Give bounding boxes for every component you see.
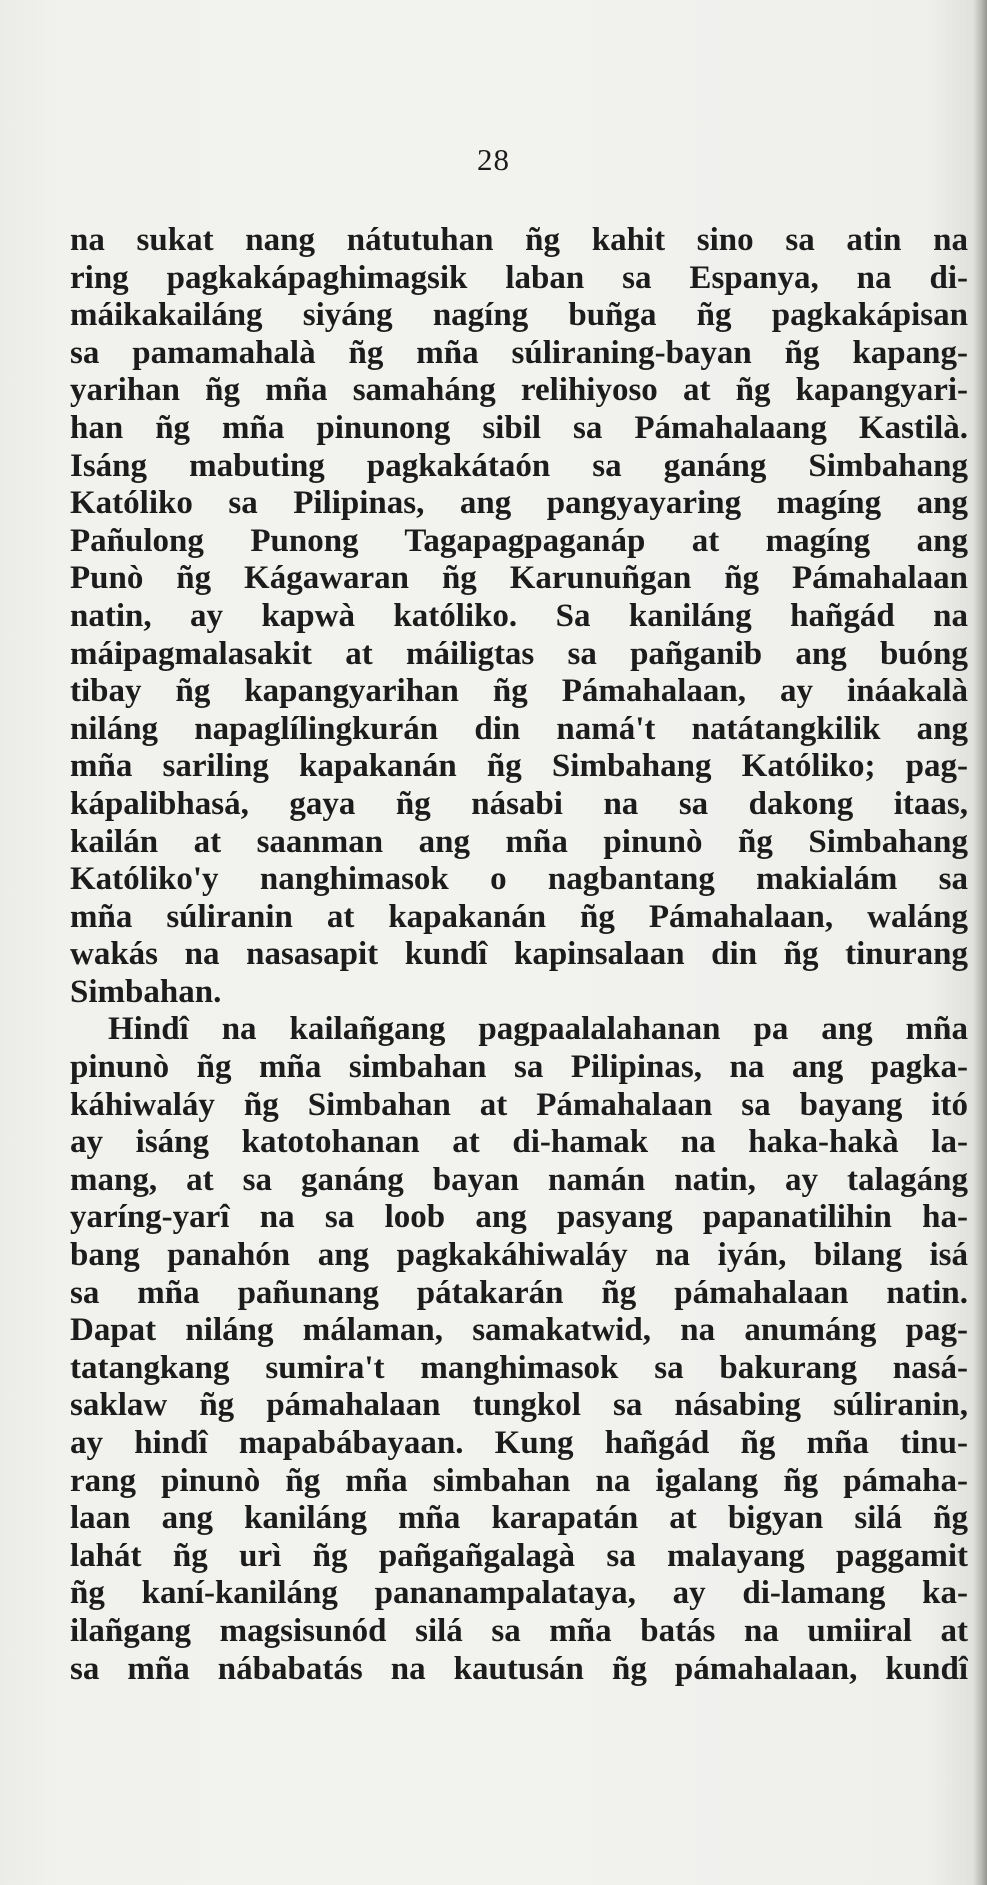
text-line: kailán at saanman ang mña pinunò ñg Simbahang <box>70 823 968 860</box>
text-line: laan ang kaniláng mña karapatán at bigyan silá ñg <box>70 1500 968 1537</box>
text-line: Punò ñg Kágawaran ñg Karunuñgan ñg Pámahalaan <box>70 560 968 597</box>
text-line: ilañgang magsisunód silá sa mña batás na umiiral at <box>70 1612 968 1649</box>
text-line: Isáng mabuting pagkakátaón sa ganáng Simbahang <box>70 447 968 484</box>
text-line: bang panahón ang pagkakáhiwaláy na iyán, bilang isá <box>70 1237 968 1274</box>
text-line: Katóliko sa Pilipinas, ang pangyayaring magíng ang <box>70 485 968 522</box>
text-line: yaríng-yarî na sa loob ang pasyang papanatilihin ha- <box>70 1199 968 1236</box>
text-line: ay hindî mapabábayaan. Kung hañgád ñg mña tinu- <box>70 1425 968 1461</box>
page-edge-shadow <box>973 0 987 1885</box>
text-line: ñg kaní-kaniláng pananampalataya, ay di-lamang ka- <box>70 1575 968 1612</box>
text-line: natin, ay kapwà katóliko. Sa kaniláng hañgád na <box>70 597 968 634</box>
text-line: Hindî na kailañgang pagpaalalahanan pa ang mña <box>108 1011 968 1048</box>
text-line: máipagmalasakit at máiligtas sa pañganib ang buóng <box>70 635 968 672</box>
text-line: mang, at sa ganáng bayan namán natin, ay talagáng <box>70 1161 968 1198</box>
text-line: kápalibhasá, gaya ñg násabi na sa dakong itaas, <box>70 785 968 822</box>
text-line: pinunò ñg mña simbahan sa Pilipinas, na ang pagka- <box>70 1049 968 1086</box>
text-line: han ñg mña pinunong sibil sa Pámahalaang Kastilà. <box>70 409 968 446</box>
text-line: sa pamamahalà ñg mña súliraning-bayan ñg kapang- <box>70 334 968 371</box>
text-line: tibay ñg kapangyarihan ñg Pámahalaan, ay ináakalà <box>70 673 968 710</box>
text-line: mña súliranin at kapakanán ñg Pámahalaan, waláng <box>70 898 968 935</box>
text-line: máikakailáng siyáng nagíng buñga ñg pagkakápisan <box>70 297 968 334</box>
text-line: tatangkang sumira't manghimasok sa bakurang nasá- <box>70 1349 968 1386</box>
text-line: yarihan ñg mña samaháng relihiyoso at ñg kapangyari- <box>70 372 968 409</box>
text-line: Katóliko'y nanghimasok o nagbantang makialám sa <box>70 861 968 898</box>
text-line: Dapat niláng málaman, samakatwid, na anumáng pag- <box>70 1312 968 1349</box>
text-line: sa mña nábabatás na kautusán ñg pámahalaan, kundî <box>70 1650 968 1687</box>
text-line: káhiwaláy ñg Simbahan at Pámahalaan sa bayang itó <box>70 1086 968 1123</box>
text-line: mña sariling kapakanán ñg Simbahang Katóliko; pag- <box>70 748 968 785</box>
text-line: rang pinunò ñg mña simbahan na igalang ñg pámaha- <box>70 1462 968 1499</box>
text-line: lahát ñg urì ñg pañgañgalagà sa malayang paggamit <box>70 1537 968 1574</box>
text-line: na sukat nang nátutuhan ñg kahit sino sa atin na <box>70 222 968 258</box>
text-line: saklaw ñg pámahalaan tungkol sa násabing súliranin, <box>70 1387 968 1424</box>
text-line: Simbahan. <box>70 973 222 1010</box>
text-line: sa mña pañunang pátakarán ñg pámahalaan natin. <box>70 1274 968 1311</box>
text-line: ay isáng katotohanan at di-hamak na haka-hakà la- <box>70 1124 968 1161</box>
page-number: 28 <box>477 142 510 177</box>
body-text <box>70 222 968 1688</box>
text-line: wakás na nasasapit kundî kapinsalaan din ñg tinurang <box>70 936 968 973</box>
text-line: ring pagkakápaghimagsik laban sa Espanya, na di- <box>70 259 968 296</box>
text-line: Pañulong Punong Tagapagpaganáp at magíng ang <box>70 522 968 559</box>
text-line: niláng napaglílingkurán din namá't natátangkilik ang <box>70 710 968 747</box>
